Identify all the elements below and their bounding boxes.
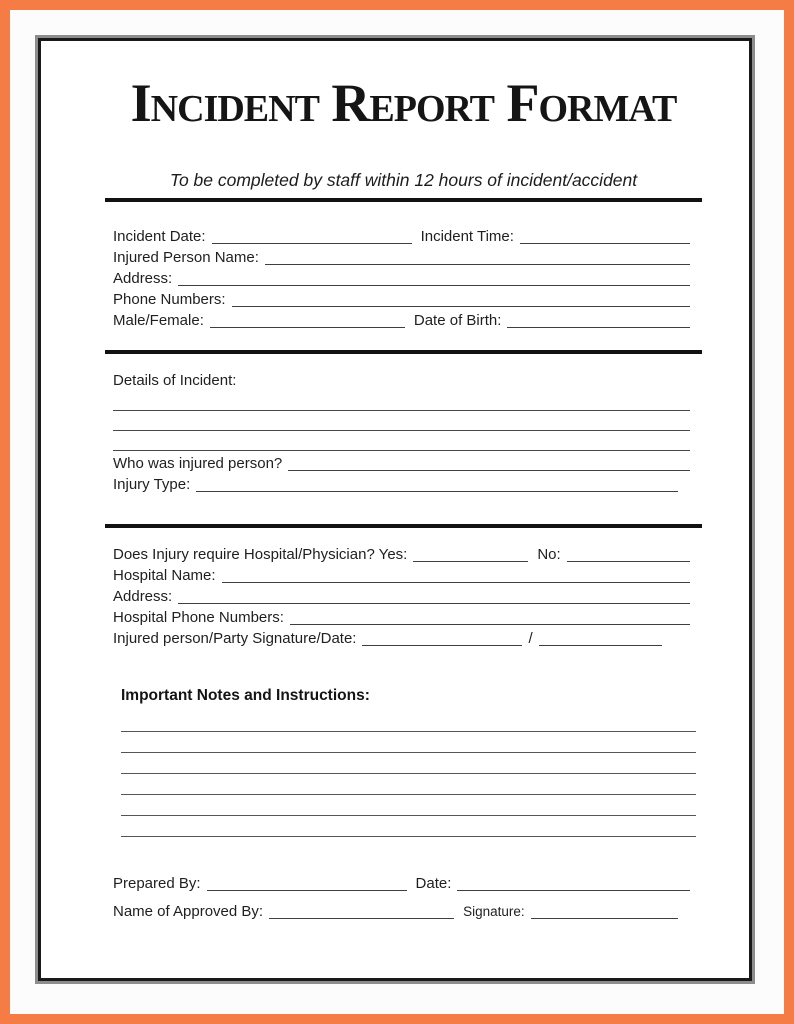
signature-date-row: [113, 628, 690, 649]
hospital-address-row: [113, 586, 690, 607]
injured-person-name-label: Injured Person Name:: [113, 248, 259, 266]
approved-by-inner-row: [113, 901, 690, 922]
approved-by-line: [269, 917, 454, 919]
hospital-name-line: [222, 581, 690, 583]
male-female-line: [210, 326, 405, 328]
phone-numbers-label: Phone Numbers:: [113, 290, 226, 308]
date-of-birth-line: [507, 326, 690, 328]
address-row: [113, 268, 690, 289]
hospital-name-row: [113, 565, 690, 586]
hospital-name-label: Hospital Name:: [113, 566, 216, 584]
signature-date-separator: /: [528, 629, 533, 647]
identity-section: [105, 226, 702, 331]
section-divider-2: [105, 350, 702, 354]
hospital-address-label: Address:: [113, 587, 173, 605]
incident-date-line: [212, 242, 412, 244]
party-signature-line: [362, 644, 522, 646]
male-female-label: Male/Female:: [113, 311, 204, 329]
blank-line: [113, 431, 690, 451]
prepared-by-label: Prepared By:: [113, 874, 201, 892]
hospital-phone-line: [290, 623, 690, 625]
prepared-by-line: [207, 889, 407, 891]
notes-line: [121, 753, 696, 774]
party-date-line: [539, 644, 662, 646]
notes-line: [121, 711, 696, 732]
hospital-required-no-label: No:: [537, 545, 561, 563]
injured-person-name-row: [113, 247, 690, 268]
incident-time-line: [520, 242, 690, 244]
who-injured-label: Who was injured person?: [113, 454, 283, 472]
details-of-incident-label: Details of Incident:: [113, 371, 237, 389]
subtitle: To be completed by staff within 12 hours of incident/accident: [169, 169, 638, 190]
notes-line: [121, 816, 696, 837]
incident-time-label: Incident Time:: [420, 227, 514, 245]
gender-dob-row: [113, 310, 690, 331]
approved-by-label: Name of Approved By:: [113, 902, 264, 920]
page-mat: [10, 10, 784, 1014]
who-injured-row: [113, 453, 690, 474]
blank-line: [113, 391, 690, 411]
hospital-phone-row: [113, 607, 690, 628]
date-of-birth-label: Date of Birth:: [413, 311, 502, 329]
page-content: [41, 75, 749, 922]
phone-numbers-line: [232, 305, 690, 307]
page-title: Incident Report Format: [130, 73, 677, 133]
section-divider-3: [105, 524, 702, 528]
incident-report-page: [38, 38, 752, 981]
approver-signature-line: [531, 917, 678, 919]
incident-date-time-row: [113, 226, 690, 247]
hospital-required-yes-label: Does Injury require Hospital/Physician? Yes:: [113, 545, 408, 563]
prepared-by-row: [105, 873, 702, 894]
signature-date-label: Injured person/Party Signature/Date:: [113, 629, 357, 647]
injury-type-row: [113, 474, 690, 495]
prepared-by-inner-row: [113, 873, 690, 894]
injury-type-label: Injury Type:: [113, 475, 191, 493]
important-notes-heading: Important Notes and Instructions:: [121, 686, 370, 704]
hospital-section: [105, 544, 702, 649]
incident-date-label: Incident Date:: [113, 227, 206, 245]
notes-line: [121, 795, 696, 816]
hospital-required-yes-line: [413, 560, 528, 562]
injury-type-line: [196, 490, 678, 492]
notes-line: [121, 732, 696, 753]
notes-lines: [105, 711, 702, 837]
notes-line: [121, 774, 696, 795]
injury-questions: [105, 453, 702, 495]
hospital-required-row: [113, 544, 690, 565]
phone-numbers-row: [113, 289, 690, 310]
incident-details-lines: [105, 391, 702, 451]
address-line: [178, 284, 690, 286]
prepared-date-label: Date:: [415, 874, 452, 892]
hospital-required-no-line: [567, 560, 690, 562]
blank-line: [113, 411, 690, 431]
section-divider-1: [105, 198, 702, 202]
address-label: Address:: [113, 269, 173, 287]
hospital-phone-label: Hospital Phone Numbers:: [113, 608, 284, 626]
prepared-date-line: [457, 889, 690, 891]
who-injured-line: [288, 469, 690, 471]
approved-by-row: [105, 901, 702, 922]
injured-person-name-line: [265, 263, 690, 265]
hospital-address-line: [178, 602, 690, 604]
approver-signature-label: Signature:: [463, 903, 525, 919]
